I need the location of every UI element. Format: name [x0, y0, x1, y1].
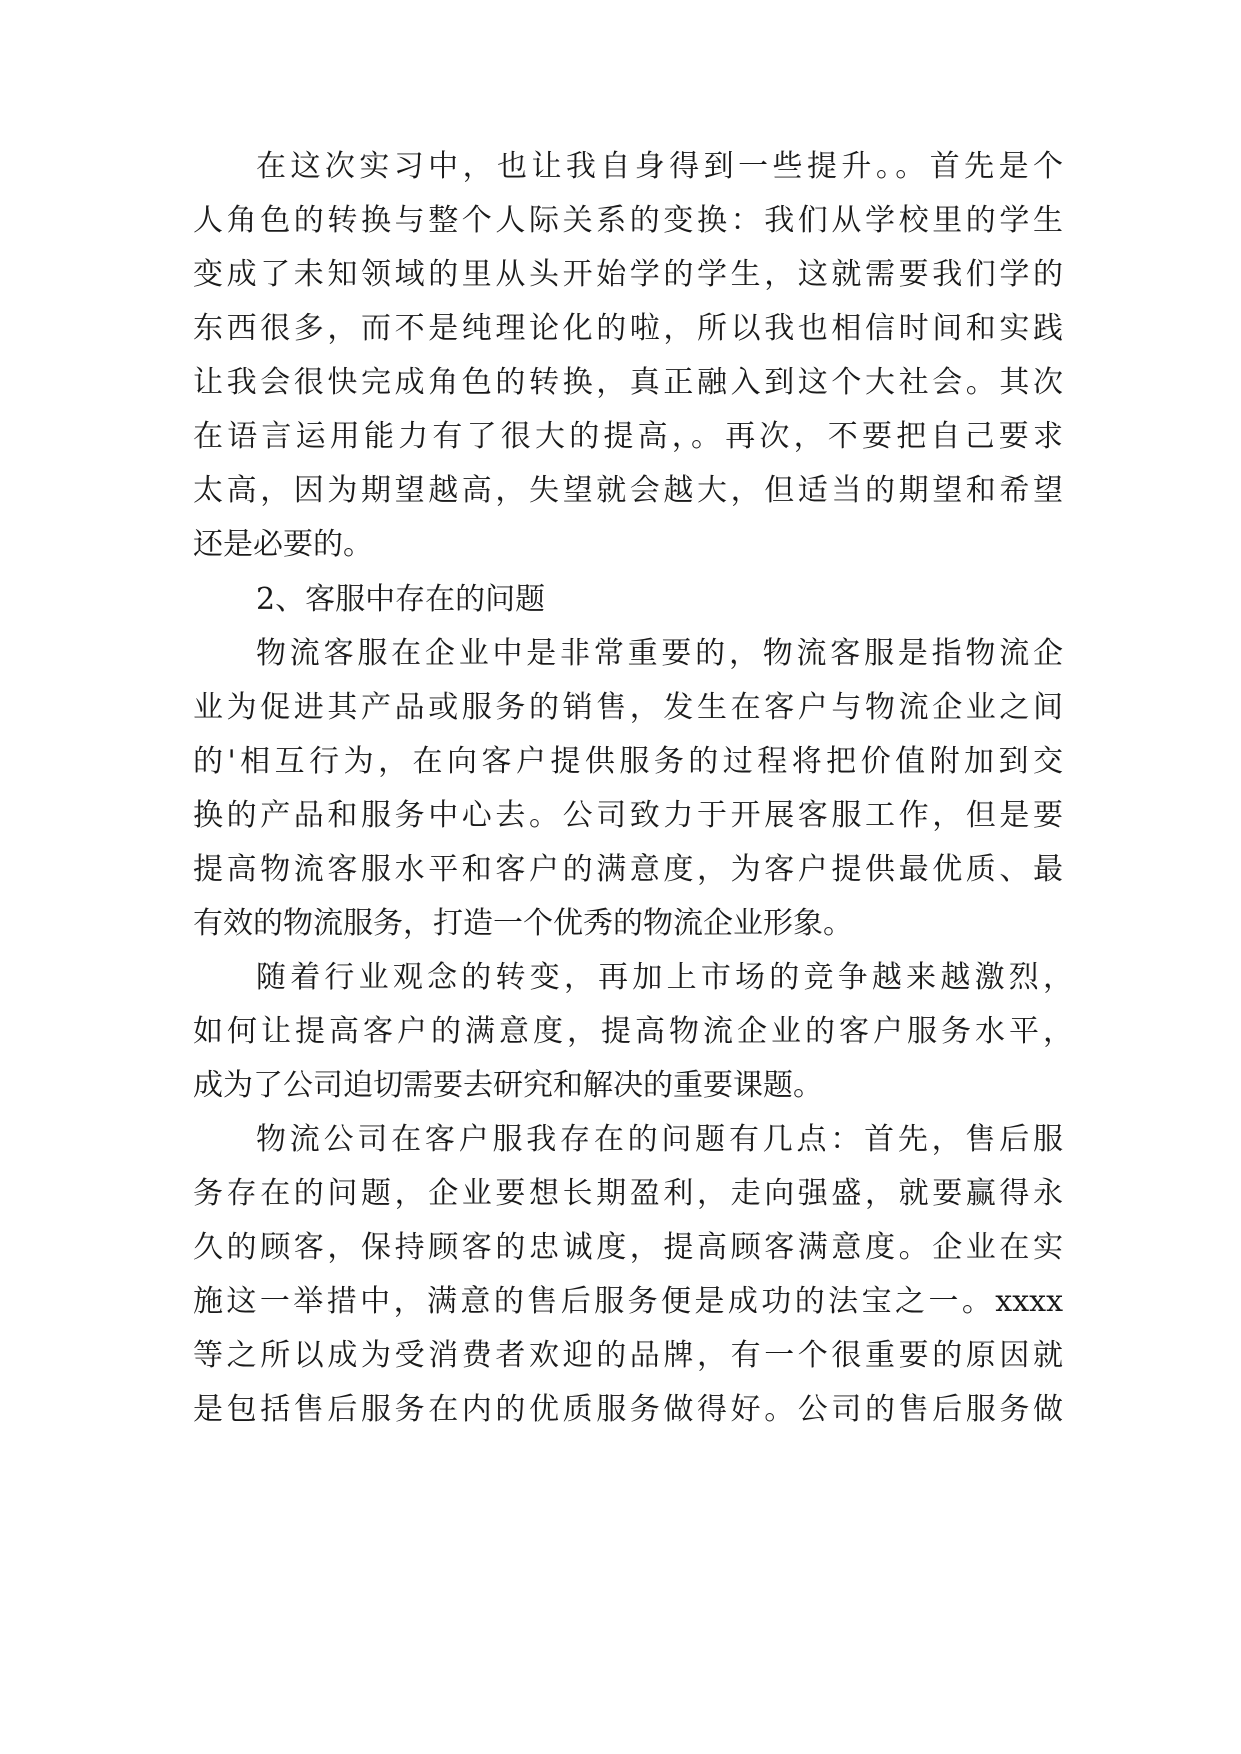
- paragraph-line: 有效的物流服务，打造一个优秀的物流企业形象。: [193, 906, 853, 941]
- paragraph-line: 人角色的转换与整个人际关系的变换：我们从学校里的学生: [193, 203, 1063, 238]
- paragraph-line: 变成了未知领域的里从头开始学的学生，这就需要我们学的: [193, 257, 1063, 292]
- paragraph-line: 如何让提高客户的满意度，提高物流企业的客户服务水平，: [193, 1014, 1073, 1049]
- paragraph-line: 换的产品和服务中心去。公司致力于开展客服工作，但是要: [193, 798, 1063, 833]
- paragraph-line: 物流客服在企业中是非常重要的，物流客服是指物流企: [256, 636, 1063, 671]
- paragraph-line: 随着行业观念的转变，再加上市场的竞争越来越激烈，: [256, 960, 1073, 995]
- paragraph-line: 业为促进其产品或服务的销售，发生在客户与物流企业之间: [193, 690, 1063, 725]
- paragraph-line: 等之所以成为受消费者欢迎的品牌，有一个很重要的原因就: [193, 1338, 1063, 1373]
- paragraph-line: 还是必要的。: [193, 527, 373, 562]
- paragraph-line: 是包括售后服务在内的优质服务做得好。公司的售后服务做: [193, 1392, 1063, 1427]
- section-heading: 2、客服中存在的问题: [256, 582, 546, 617]
- paragraph-line: 物流公司在客户服我存在的问题有几点：首先，售后服: [256, 1122, 1063, 1157]
- paragraph-line: 东西很多，而不是纯理论化的啦，所以我也相信时间和实践: [193, 311, 1063, 346]
- paragraph-line: 提高物流客服水平和客户的满意度，为客户提供最优质、最: [193, 852, 1063, 887]
- paragraph-line: 久的顾客，保持顾客的忠诚度，提高顾客满意度。企业在实: [193, 1230, 1063, 1265]
- paragraph-line: 在语言运用能力有了很大的提高，。再次，不要把自己要求: [193, 419, 1063, 454]
- paragraph-line: 让我会很快完成角色的转换，真正融入到这个大社会。其次: [193, 365, 1063, 400]
- paragraph-line: 施这一举措中，满意的售后服务便是成功的法宝之一。xxxx: [193, 1284, 1063, 1319]
- paragraph-line: 成为了公司迫切需要去研究和解决的重要课题。: [193, 1068, 823, 1103]
- paragraph-line: 的'相互行为，在向客户提供服务的过程将把价值附加到交: [193, 744, 1063, 779]
- paragraph-line: 太高，因为期望越高，失望就会越大，但适当的期望和希望: [193, 473, 1063, 508]
- paragraph-line: 在这次实习中，也让我自身得到一些提升。。首先是个: [256, 149, 1063, 184]
- paragraph-line: 务存在的问题，企业要想长期盈利，走向强盛，就要赢得永: [193, 1176, 1063, 1211]
